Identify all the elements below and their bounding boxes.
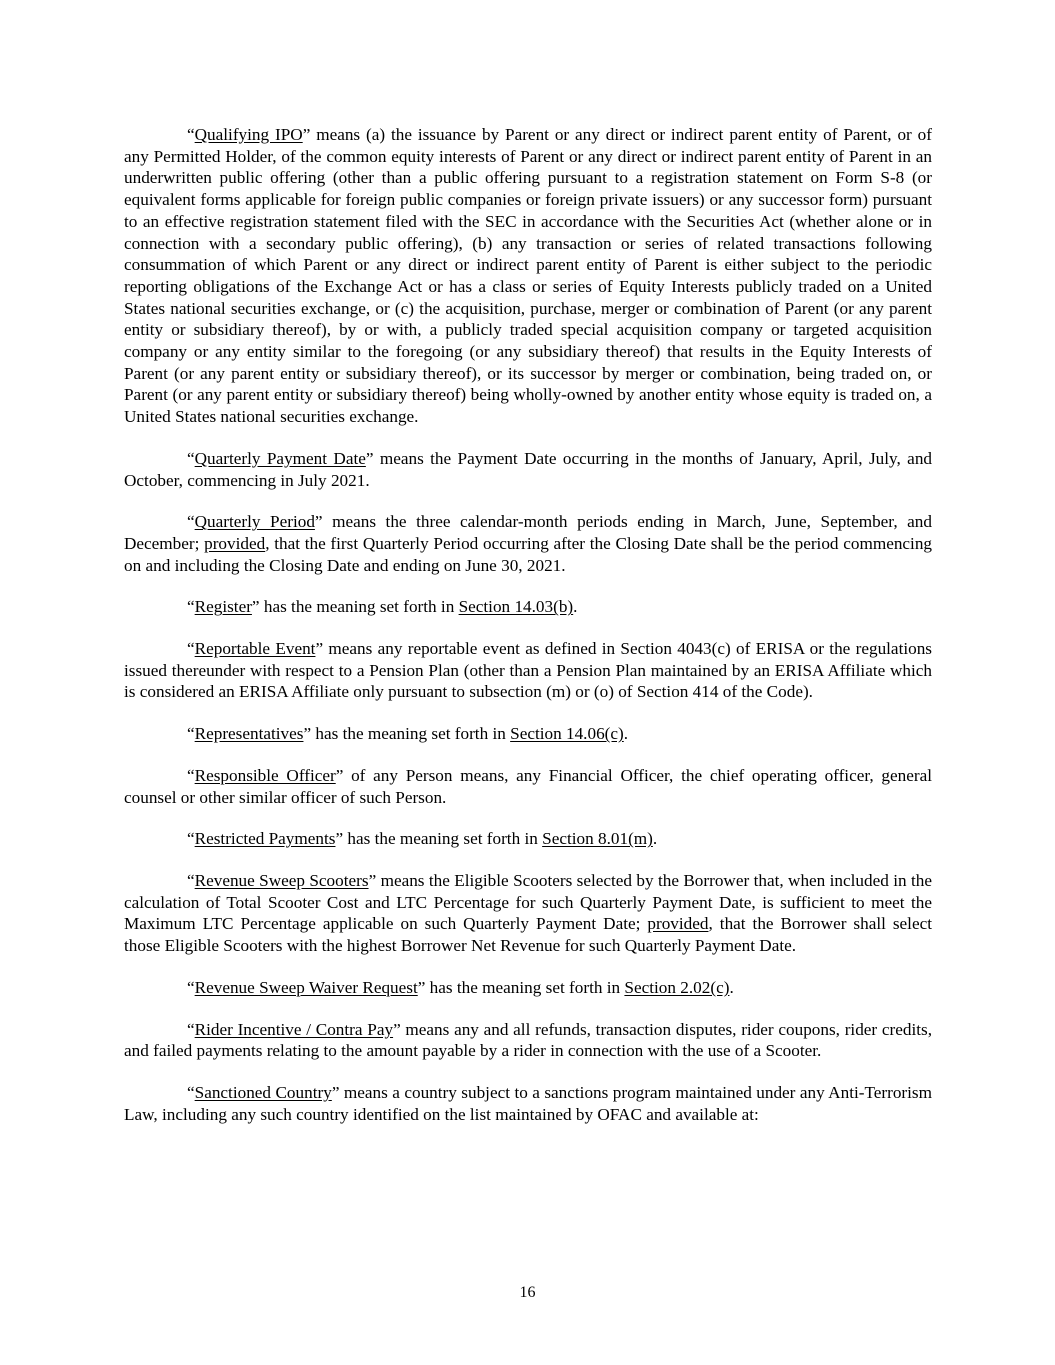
defined-term: Quarterly Payment Date [194, 448, 366, 468]
defined-term: Responsible Officer [194, 765, 336, 785]
section-reference: Section 2.02(c) [624, 977, 730, 997]
definition-text: . [729, 977, 734, 997]
definition-text: ” means any and all refunds, transaction disputes, rider coupons, rider credits, and failed payments relating to the amount payable by a rider in connection with the use of a Scooter. [124, 1019, 932, 1061]
definition-text: , that the Borrower shall select those Eligible Scooters with the highest Borrower Net Revenue for such Quarterly Payment Date. [124, 914, 932, 956]
definition-text: ” means the three calendar-month periods ending in March, June, September, and December; [124, 512, 932, 553]
defined-term: Quarterly Period [194, 512, 315, 532]
proviso-term: provided [647, 914, 709, 934]
definition-revenue-sweep-waiver-request: “Revenue Sweep Waiver Request” has the meaning set forth in Section 2.02(c). [187, 977, 734, 997]
defined-term: Revenue Sweep Waiver Request [194, 977, 418, 997]
definition-text: ” has the meaning set forth in [335, 829, 543, 849]
defined-term: Representatives [194, 724, 304, 744]
definition-text: . [573, 597, 578, 617]
definition-sanctioned-country: “Sanctioned Country” means a country subject to a sanctions program maintained under any Anti-Terrorism Law, including any such country identified on the list maintained by OFAC and available at: [124, 1082, 932, 1124]
section-reference: Section 14.06(c) [510, 724, 624, 744]
proviso-term: provided [204, 533, 266, 553]
defined-term: Rider Incentive / Contra Pay [194, 1019, 394, 1039]
definition-text: ” of any Person means, any Financial Officer, the chief operating officer, general counsel or other similar officer of such Person. [124, 765, 932, 807]
definition-text: , that the first Quarterly Period occurring after the Closing Date shall be the period commencing on and including the Closing Date and ending on June 30, 2021. [124, 533, 933, 575]
definition-quarterly-period: “Quarterly Period” means the three calendar-month periods ending in March, June, September, and December; provided, that the first Quarterly Period occurring after the Closing Date shall be the period commencing on and including the Closing Date and ending on June 30, 2021. [124, 512, 933, 575]
definition-restricted-payments: “Restricted Payments” has the meaning set forth in Section 8.01(m). [187, 829, 658, 849]
definition-rider-incentive-contra-pay: “Rider Incentive / Contra Pay” means any and all refunds, transaction disputes, rider coupons, rider credits, and failed payments relating to the amount payable by a rider in connection with the use of a Scooter. [124, 1019, 932, 1061]
definition-register: “Register” has the meaning set forth in Section 14.03(b). [187, 597, 578, 617]
definition-text: ” means (a) the issuance by Parent or any direct or indirect parent entity of Parent, or of any Permitted Holder, of the common equity interests of Parent or any direct or indirect parent entity of Parent in an underwritten public offering (other than a public offering pursuant to a registration statement on Form S-8 (or equivalent forms applicable for foreign public companies or foreign private issuers) or any successor form) pursuant to an effective registration statement filed with the SEC in accordance with the Securities Act (whether alone or in connection with a secondary public offering), (b) any transaction or series of related transactions following consummation of which Parent or any direct or indirect parent entity of Parent is either subject to the periodic reporting obligations of the Exchange Act or has a class or series of Equity Interests publicly traded on a United States national securities exchange, or (c) the acquisition, purchase, merger or combination of Parent (or any parent entity or subsidiary thereof), by or with, a publicly traded special acquisition company or targeted acquisition company or any entity similar to the foregoing (or any subsidiary thereof) that results in the Equity Interests of Parent (or any parent entity or subsidiary thereof), or its successor by merger or combination, being traded on, or Parent (or any parent entity or subsidiary thereof) being wholly-owned by another entity whose equity is traded on, a United States national securities exchange. [124, 125, 932, 427]
defined-term: Restricted Payments [194, 829, 336, 849]
section-reference: Section 14.03(b) [458, 597, 574, 617]
definition-text: ” means the Payment Date occurring in the months of January, April, July, and October, commencing in July 2021. [124, 448, 933, 490]
definition-text: ” means a country subject to a sanctions program maintained under any Anti-Terrorism Law, including any such country identified on the list maintained by OFAC and available at: [124, 1082, 932, 1124]
definition-text: ” means the Eligible Scooters selected by the Borrower that, when included in the calculation of Total Scooter Cost and LTC Percentage for such Quarterly Payment Date, is sufficient to meet the Maximum LTC Percentage applicable on such Quarterly Payment Date; [124, 870, 932, 934]
definitions-list [124, 124, 932, 1145]
definition-reportable-event: “Reportable Event” means any reportable event as defined in Section 4043(c) of ERISA or the regulations issued thereunder with respect to a Pension Plan (other than a Pension Plan maintained by an ERISA Affiliate which is considered an ERISA Affiliate only pursuant to subsection (m) or (o) of Section 414 of the Code). [124, 639, 932, 702]
defined-term: Reportable Event [194, 639, 316, 659]
definition-responsible-officer: “Responsible Officer” of any Person means, any Financial Officer, the chief operating officer, general counsel or other similar officer of such Person. [124, 765, 932, 807]
section-reference: Section 8.01(m) [542, 829, 653, 849]
definition-text: ” has the meaning set forth in [251, 597, 459, 617]
definition-revenue-sweep-scooters: “Revenue Sweep Scooters” means the Eligible Scooters selected by the Borrower that, when included in the calculation of Total Scooter Cost and LTC Percentage for such Quarterly Payment Date, is sufficient to meet the Maximum LTC Percentage applicable on such Quarterly Payment Date; provided, that the Borrower shall select those Eligible Scooters with the highest Borrower Net Revenue for such Quarterly Payment Date. [124, 870, 932, 956]
definition-text: ” means any reportable event as defined in Section 4043(c) of ERISA or the regulations issued thereunder with respect to a Pension Plan (other than a Pension Plan maintained by an ERISA Affiliate which is considered an ERISA Affiliate only pursuant to subsection (m) or (o) of Section 414 of the Code). [124, 639, 932, 702]
definition-text: ” has the meaning set forth in [303, 724, 511, 744]
defined-term: Revenue Sweep Scooters [194, 870, 369, 890]
definition-text: ” has the meaning set forth in [417, 977, 625, 997]
definition-qualifying-ipo: “Qualifying IPO” means (a) the issuance by Parent or any direct or indirect parent entity of Parent, or of any Permitted Holder, of the common equity interests of Parent or any direct or indirect parent entity of Parent in an underwritten public offering (other than a public offering pursuant to a registration statement on Form S-8 (or equivalent forms applicable for foreign public companies or foreign private issuers) or any successor form) pursuant to an effective registration statement filed with the SEC in accordance with the Securities Act (whether alone or in connection with a secondary public offering), (b) any transaction or series of related transactions following consummation of which Parent or any direct or indirect parent entity of Parent is either subject to the periodic reporting obligations of the Exchange Act or has a class or series of Equity Interests publicly traded on a United States national securities exchange, or (c) the acquisition, purchase, merger or combination of Parent (or any parent entity or subsidiary thereof), by or with, a publicly traded special acquisition company or targeted acquisition company or any entity similar to the foregoing (or any subsidiary thereof) that results in the Equity Interests of Parent (or any parent entity or subsidiary thereof), or its successor by merger or combination, being traded on, or Parent (or any parent entity or subsidiary thereof) being wholly-owned by another entity whose equity is traded on, a United States national securities exchange. [124, 125, 932, 427]
defined-term: Qualifying IPO [194, 125, 303, 144]
definition-representatives: “Representatives” has the meaning set forth in Section 14.06(c). [187, 724, 629, 744]
definition-text: . [623, 724, 629, 744]
definition-quarterly-payment-date: “Quarterly Payment Date” means the Payment Date occurring in the months of January, April, July, and October, commencing in July 2021. [124, 448, 933, 490]
page-number: 16 [519, 1284, 536, 1301]
definition-text: . [652, 829, 658, 849]
defined-term: Sanctioned Country [194, 1082, 332, 1102]
defined-term: Register [194, 597, 252, 617]
